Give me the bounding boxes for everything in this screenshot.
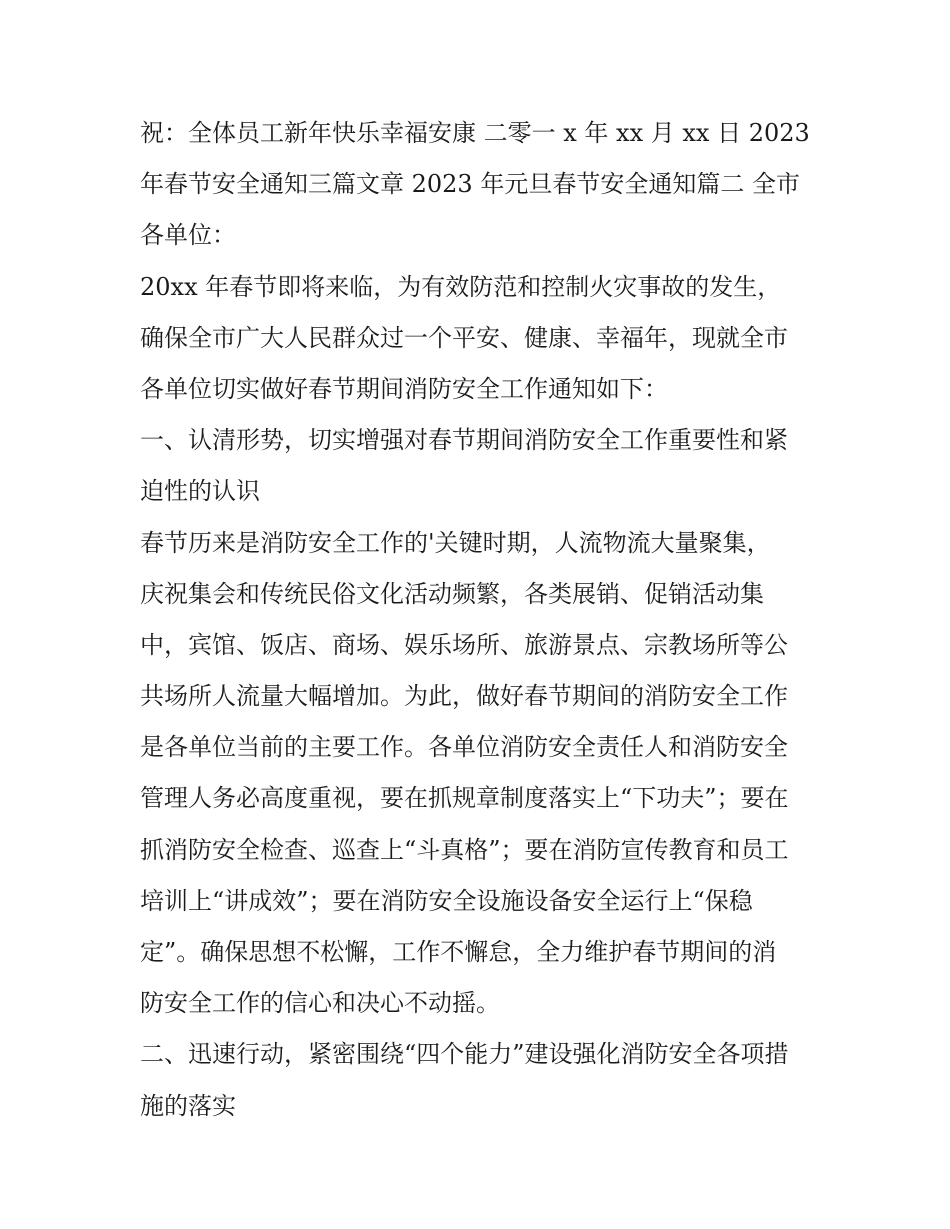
text-line: 管理人务必高度重视，要在抓规章制度落实上“下功夫”；要在 <box>140 784 789 813</box>
text-line: 中，宾馆、饭店、商场、娱乐场所、旅游景点、宗教场所等公 <box>140 630 788 659</box>
text-line: 20xx 年春节即将来临，为有效防范和控制火灾事故的发生， <box>140 272 782 301</box>
text-line: 抓消防安全检查、巡查上“斗真格”；要在消防宣传教育和员工 <box>140 835 789 864</box>
text-line: 共场所人流量大幅增加。为此，做好春节期间的消防安全工作 <box>140 682 788 711</box>
section-heading-line: 施的落实 <box>140 1091 236 1120</box>
text-line: 各单位切实做好春节期间消防安全工作通知如下： <box>140 374 668 403</box>
section-heading-line: 一、认清形势，切实增强对春节期间消防安全工作重要性和紧 <box>140 426 788 455</box>
text-line: 培训上“讲成效”；要在消防安全设施设备安全运行上“保稳 <box>140 886 753 915</box>
document-body <box>140 108 812 1132</box>
text-line: 庆祝集会和传统民俗文化活动频繁，各类展销、促销活动集 <box>140 579 764 608</box>
text-line: 是各单位当前的主要工作。各单位消防安全责任人和消防安全 <box>140 733 788 762</box>
text-line: 确保全市广大人民群众过一个平安、健康、幸福年，现就全市 <box>140 323 788 352</box>
text-line: 春节历来是消防安全工作的'关键时期，人流物流大量聚集， <box>140 528 771 557</box>
section-heading-line: 二、迅速行动，紧密围绕“四个能力”建设强化消防安全各项措 <box>140 1040 789 1069</box>
text-line: 祝：全体员工新年快乐幸福安康 二零一 x 年 xx 月 xx 日 2023 <box>140 119 810 147</box>
text-line: 年春节安全通知三篇文章 2023 年元旦春节安全通知篇二 全市 <box>140 170 800 199</box>
text-line: 各单位： <box>140 221 236 250</box>
text-line: 防安全工作的信心和决心不动摇。 <box>140 989 500 1018</box>
section-heading-line: 迫性的认识 <box>140 477 260 506</box>
text-line: 定”。确保思想不松懈，工作不懈怠，全力维护春节期间的消 <box>140 938 777 966</box>
